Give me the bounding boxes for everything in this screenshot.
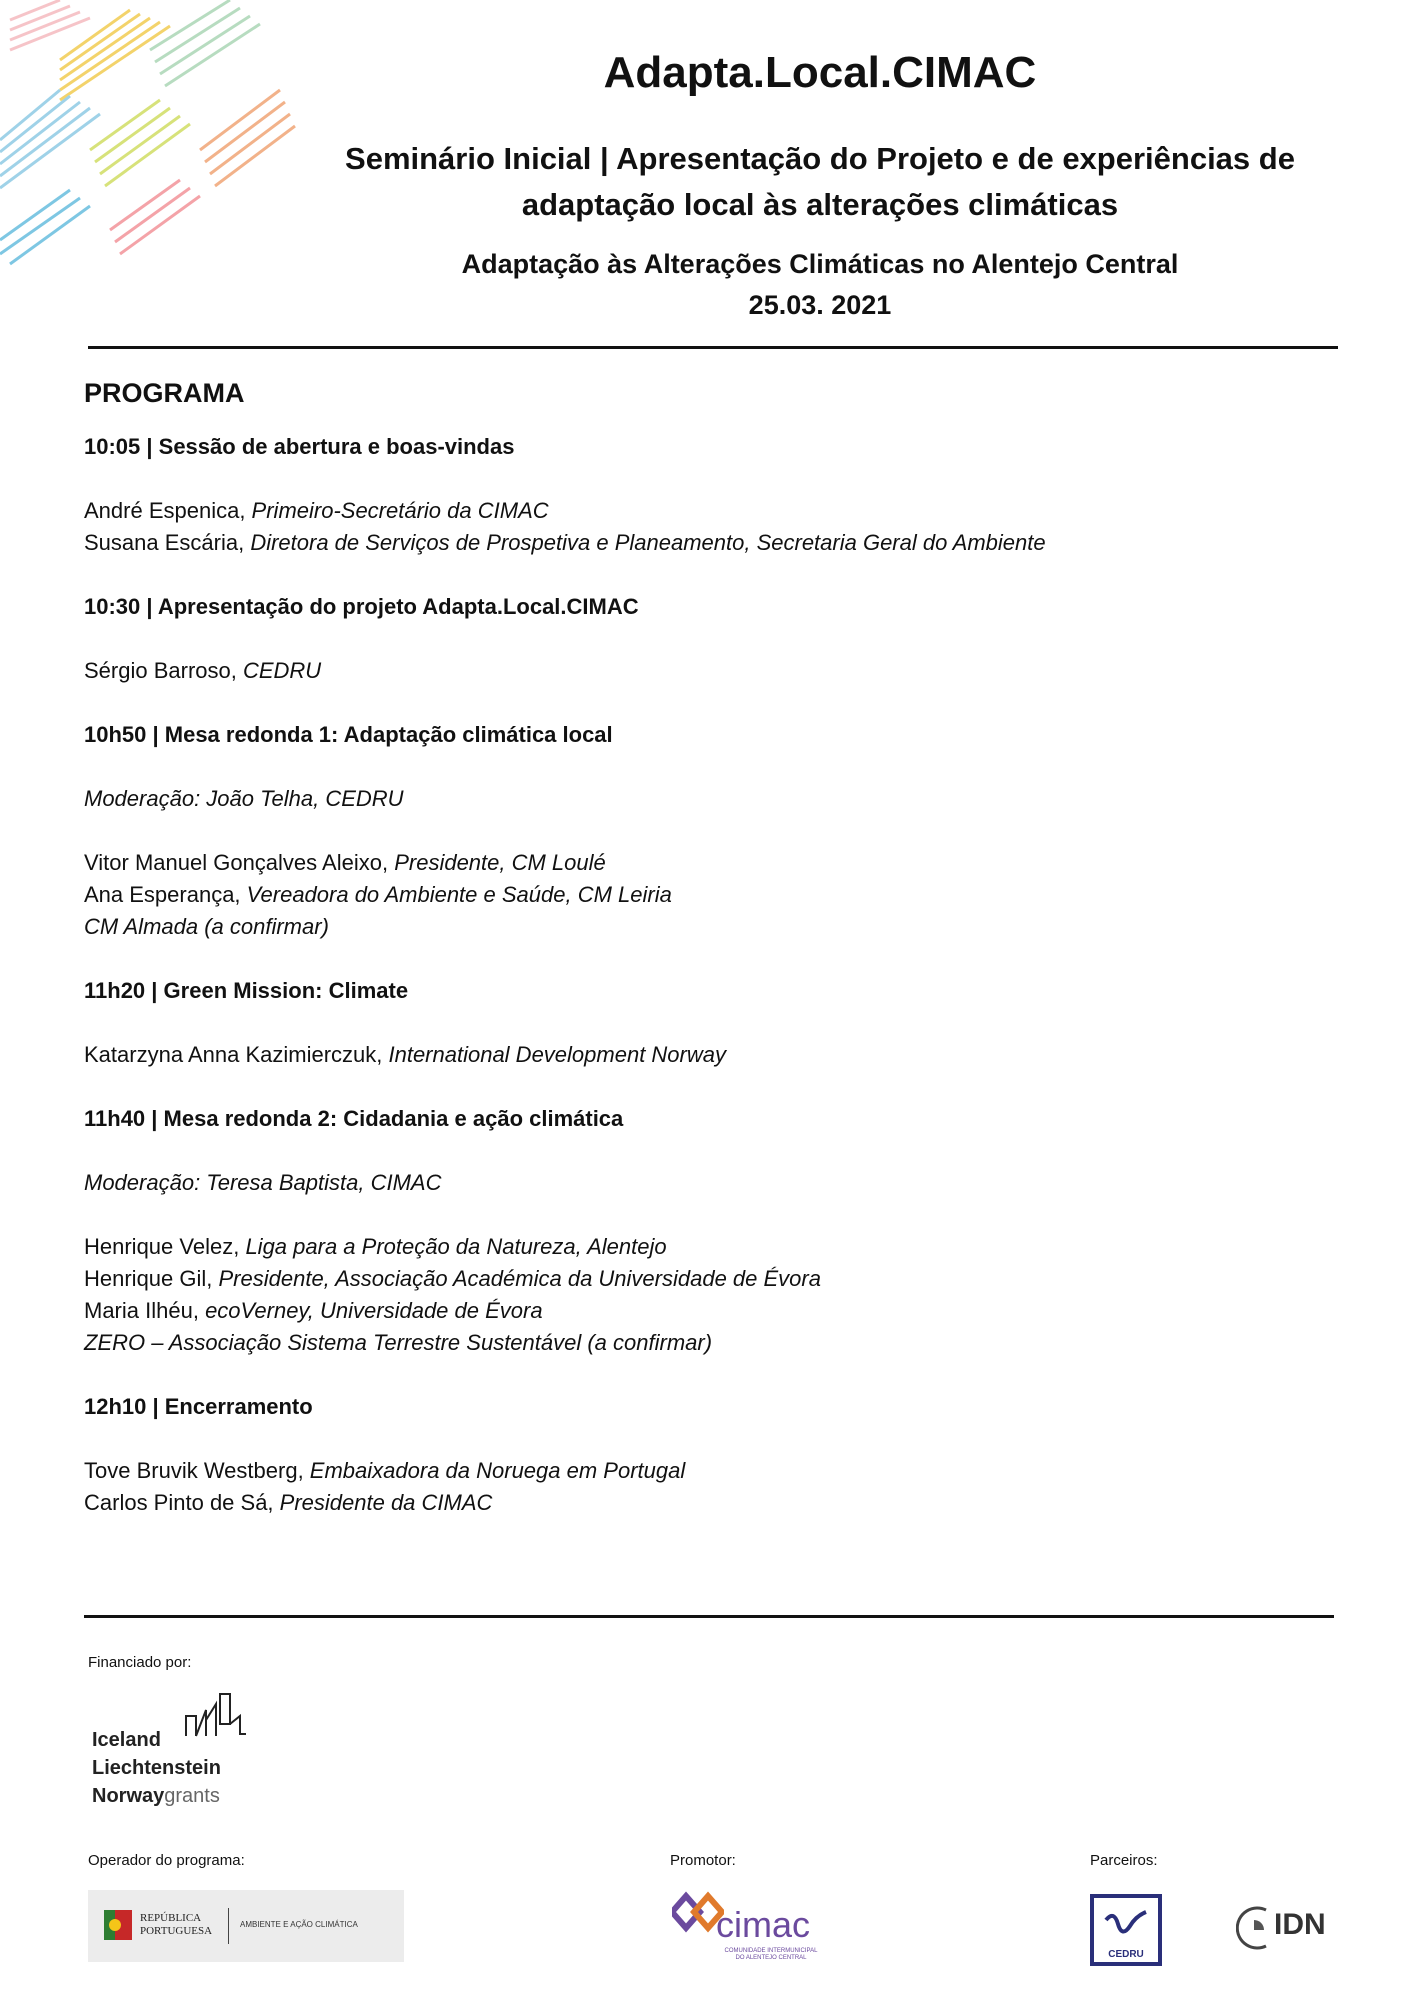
speaker-line (84, 1263, 1334, 1295)
speaker-role: ZERO – Associação Sistema Terrestre Sustentável (a confirmar) (84, 1330, 713, 1355)
speaker-role: Vereadora do Ambiente e Saúde, CM Leiria (240, 882, 672, 907)
speaker-line (84, 1327, 1334, 1359)
subtitle-line-2: adaptação local às alterações climáticas (521, 187, 1119, 222)
idn-logo (1236, 1898, 1336, 1958)
eea-grants-word: grants (164, 1785, 220, 1807)
speaker-name: Henrique Velez, (84, 1234, 240, 1259)
republica-tagline: AMBIENTE E AÇÃO CLIMÁTICA (240, 1920, 358, 1929)
eea-grants-logo (92, 1690, 262, 1810)
republica-line-2: PORTUGUESA (140, 1925, 213, 1937)
eea-line-2: Liechtenstein (92, 1757, 221, 1779)
idn-mark-icon (1236, 1904, 1276, 1952)
moderation-line: Moderação: Teresa Baptista, CIMAC (84, 1170, 442, 1195)
speaker-name: Ana Esperança, (84, 882, 241, 907)
speaker-line (84, 1039, 1334, 1071)
subtitle-line-1: Seminário Inicial | Apresentação do Projeto e de experiências de (345, 141, 1295, 176)
speaker-name: Tove Bruvik Westberg, (84, 1458, 304, 1483)
promoter-label: Promotor: (670, 1852, 736, 1869)
speaker-name: Sérgio Barroso, (84, 658, 237, 683)
program-section (84, 378, 1334, 1519)
speaker-name: Henrique Gil, (84, 1266, 213, 1291)
cedru-logo (1090, 1894, 1162, 1966)
program-heading: PROGRAMA (84, 378, 245, 408)
speaker-name: Susana Escária, (84, 530, 245, 555)
session-title: 10:05 | Sessão de abertura e boas-vindas (84, 434, 515, 459)
speaker-name: André Espenica, (84, 498, 246, 523)
speaker-line (84, 847, 1334, 879)
speaker-role: ecoVerney, Universidade de Évora (198, 1298, 543, 1323)
republica-line-1: REPÚBLICA (140, 1912, 202, 1924)
page-title: Adapta.Local.CIMAC (603, 48, 1037, 97)
cimac-wordmark: cimac (716, 1904, 811, 1945)
speaker-role: CEDRU (236, 658, 322, 683)
speaker-line (84, 911, 1334, 943)
cimac-tagline-2: DO ALENTEJO CENTRAL (735, 1955, 807, 1961)
event-date: 25.03. 2021 (748, 290, 892, 320)
idn-wordmark: IDN (1274, 1908, 1326, 1941)
speaker-name: Vitor Manuel Gonçalves Aleixo, (84, 850, 389, 875)
speaker-role: Presidente, Associação Académica da Universidade de Évora (212, 1266, 821, 1291)
speaker-line (84, 655, 1334, 687)
speaker-role: Diretora de Serviços de Prospetiva e Planeamento, Secretaria Geral do Ambiente (244, 530, 1046, 555)
speaker-line (84, 1455, 1334, 1487)
session-title: 11h40 | Mesa redonda 2: Cidadania e ação climática (84, 1106, 624, 1131)
speaker-name: Carlos Pinto de Sá, (84, 1490, 274, 1515)
decorative-pattern (0, 0, 300, 270)
speaker-line (84, 1295, 1334, 1327)
session-title: 10h50 | Mesa redonda 1: Adaptação climática local (84, 722, 613, 747)
speaker-role: International Development Norway (382, 1042, 726, 1067)
session-title: 12h10 | Encerramento (84, 1394, 313, 1419)
speaker-role: Liga para a Proteção da Natureza, Alentejo (239, 1234, 667, 1259)
event-line: Adaptação às Alterações Climáticas no Alentejo Central (461, 249, 1179, 279)
portugal-flag-icon (104, 1910, 132, 1940)
speaker-line (84, 1231, 1334, 1263)
speaker-name: Katarzyna Anna Kazimierczuk, (84, 1042, 383, 1067)
session-title: 11h20 | Green Mission: Climate (84, 978, 409, 1003)
eea-line-3 (92, 1782, 220, 1810)
cedru-mark-icon (1104, 1906, 1148, 1942)
moderation-line: Moderação: João Telha, CEDRU (84, 786, 404, 811)
cedru-wordmark: CEDRU (1108, 1949, 1144, 1960)
speaker-line (84, 495, 1334, 527)
speaker-role: CM Almada (a confirmar) (84, 914, 329, 939)
partners-label: Parceiros: (1090, 1852, 1158, 1869)
speaker-role: Embaixadora da Noruega em Portugal (303, 1458, 686, 1483)
republica-portuguesa-logo (88, 1890, 404, 1962)
speaker-role: Primeiro-Secretário da CIMAC (245, 498, 549, 523)
session-title: 10:30 | Apresentação do projeto Adapta.Local.CIMAC (84, 594, 639, 619)
eea-norway: Norway (92, 1785, 165, 1807)
cimac-tagline-1: COMUNIDADE INTERMUNICIPAL (724, 1948, 818, 1954)
funded-by-label: Financiado por: (88, 1654, 192, 1671)
speaker-line (84, 1487, 1334, 1519)
footer-divider (84, 1615, 1334, 1618)
speaker-line (84, 879, 1334, 911)
header-divider (88, 346, 1338, 349)
event-info (280, 244, 1360, 326)
speaker-line (84, 527, 1334, 559)
speaker-role: Presidente, CM Loulé (388, 850, 606, 875)
eea-line-1: Iceland (92, 1729, 161, 1751)
operator-label: Operador do programa: (88, 1852, 245, 1869)
seminar-subtitle (280, 136, 1360, 228)
cimac-logo (670, 1886, 830, 1966)
eea-bars-icon (184, 1690, 248, 1740)
speaker-name: Maria Ilhéu, (84, 1298, 199, 1323)
speaker-role: Presidente da CIMAC (273, 1490, 493, 1515)
